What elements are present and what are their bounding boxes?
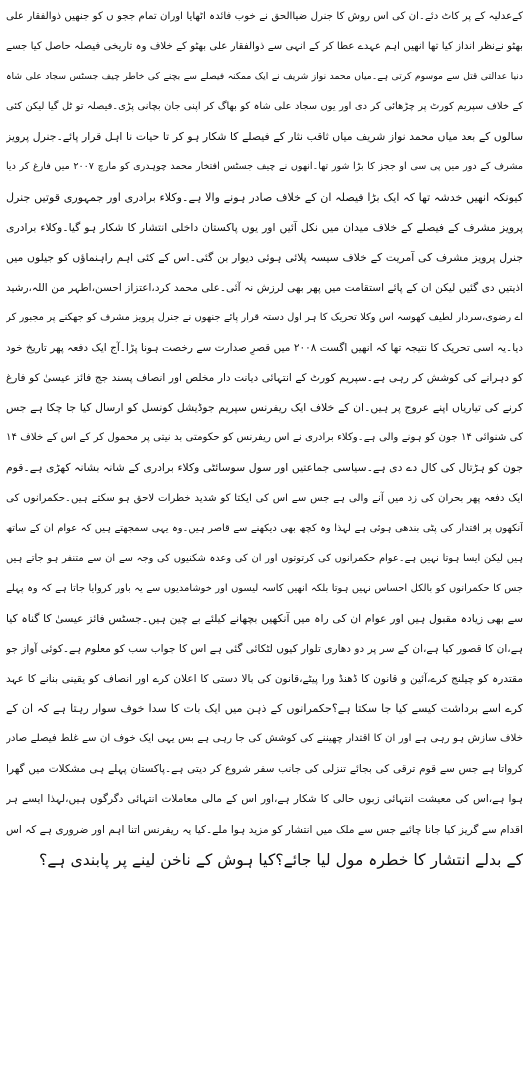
article-line: کےعدلیہ کے پر کاٹ دئے۔ان کی اس روش کا جنرل ضیاالحق نے خوب فائدہ اٹھایا اوران تمام ججو ں کو جنھیں ذوالفقار علی xyxy=(6,11,523,22)
article-line: ہیں لیکن ایسا ہوتا نہیں ہے۔عوام حکمرانوں کی کرتوتوں اور ان کی وعدہ شکنیوں کی وجہ سے ان سے متنفر ہو جاتے ہیں xyxy=(6,552,523,564)
article-line: خلاف سازش ہو رہی ہے اور ان کا اقتدار چھیننے کی کوشش کی جا رہی ہے بس یہی ایک خوف ان سے غلط فیصلے صادر xyxy=(6,733,523,745)
article-line-last: کے بدلے انتشار کا خطرہ مول لیا جائے؟کیا ہوش کے ناخن لینے پر پابندی ہے؟ xyxy=(39,850,523,869)
article-line: دیا۔یہ اسی تحریک کا نتیجہ تھا کہ انھیں اگست ۲۰۰۸ میں قصرِ صدارت سے رخصت ہونا پڑا۔آج ایک دفعہ پھر تاریخ خود xyxy=(6,342,523,355)
article-line: کی شنوائی ۱۴ جون کو ہونے والی ہے۔وکلاء برادری نے اس ریفرنس کو حکومتی بد نیتی پر محمول کر کے اس کے خلاف ۱۴ xyxy=(6,432,523,444)
article-line: کو دہرانے کی کوشش کر رہی ہے۔سپریم کورٹ کے انتہائی دیانت دار مخلص اور انصاف پسند جج فائز عیسیٰ کو فارغ xyxy=(6,372,523,385)
article-line: دنیا عدالتی قتل سے موسوم کرتی ہے۔میاں محمد نواز شریف نے ایک ممکنہ فیصلے سے بچنے کی خاطر چیف جسٹس سجاد علی شاہ xyxy=(6,71,523,83)
article-line: کیونکہ انھیں خدشہ تھا کہ ایک بڑا فیصلہ ان کے خلاف صادر ہونے والا ہے۔وکلاء برادری اور جمہوری قوتیں جنرل xyxy=(6,190,523,204)
article-line: جون کو ہڑتال کی کال دے دی ہے۔سیاسی جماعتیں اور سول سوسائٹی وکلاء برادری کے شانہ بشانہ کھڑی ہے۔قوم xyxy=(6,461,523,475)
article-line: کے خلاف سپریم کورٹ پر چڑھائی کر دی اور یوں سجاد علی شاہ کو بھاگ کر اپنی جان بچانی پڑی۔فیصلہ تو ٹل گیا لیکن کئی xyxy=(6,101,523,113)
article-line: پرویز مشرف کے فیصلے کے خلاف میدان میں نکل آئیں اور یوں پاکستان داخلی انتشار کا شکار ہو گیا۔وکلاء برادری xyxy=(6,220,523,234)
article-line: ہے،ان کا قصور کیا ہے،ان کے سر پر دو دھاری تلوار کیوں لٹکائی گئی ہے اس کا جواب سب کو معلوم ہے۔کوئی آواز جو xyxy=(6,642,523,655)
article-line: کرنے کی تیاریاں اپنے عروج پر ہیں۔ان کے خلاف ایک ریفرنس سپریم جوڈیشل کونسل کو ارسال کیا جا چکا ہے جس xyxy=(6,401,523,415)
article-line: مشرف کے دور میں پی سی او ججز کا بڑا شور تھا۔انھوں نے چیف جسٹس افتخار محمد چوہدری کو مارچ ۲۰۰۷ میں فارغ کر دیا xyxy=(6,161,523,173)
article-body xyxy=(6,2,523,875)
article-line: بھٹو نےنظر انداز کیا تھا انھیں اہم عہدے عطا کر کے انہی سے ذوالفقار علی بھٹو کے خلاف وہ تاریخی فیصلہ حاصل کیا جسے xyxy=(6,41,523,53)
article-line: کرواتا ہے جس سے قوم ترقی کی بجائے تنزلی کی جانب سفر شروع کر دیتی ہے۔پاکستان پہلے ہی مشکلات میں گھرا xyxy=(6,763,523,776)
article-line: جنرل پرویز مشرف کی آمریت کے خلاف سیسہ پلائی ہوئی دیوار بن گئی۔اس کے کئی اہم راہنماؤں کو جیلوں میں xyxy=(6,250,523,264)
article-line: جس کا حکمرانوں کو بالکل احساس نہیں ہوتا بلکہ انھیں کاسہ لیسوں اور خوشامدیوں سے یہ باور کروایا جاتا ہے کہ وہ پہلے xyxy=(6,582,523,594)
article-line: مقتدرہ کو چیلنج کرے،آئین و قانون کا ڈھنڈ ورا پیٹے،قانون کی بالا دستی کا اعلان کرے اور انصاف کو یقینی بنانے کا عہد xyxy=(6,673,523,686)
article-line: آنکھوں پر اقتدار کی پٹی بندھی ہوئی ہے لہذا وہ کچھ بھی دیکھنے سے قاصر ہیں۔وہ یہی سمجھتے ہیں کہ عوام ان کے ساتھ xyxy=(6,522,523,534)
article-line: اے رضوی،سردار لطیف کھوسہ اس وکلا تحریک کا ہر اول دستہ قرار پائے جنھوں نے جنرل پرویز مشرف کو جھکنے پر مجبور کر xyxy=(6,311,523,323)
article-line: ایک دفعہ پھر بحران کی زد میں آنے والی ہے جس سے اس کی ایکتا کو شدید خطرات لاحق ہو سکتے ہیں۔حکمرانوں کی xyxy=(6,492,523,504)
article-line: اقدام سے گریز کیا جانا چائیے جس سے ملک میں انتشار کو مزید ہوا ملے۔کیا یہ ریفرنس اتنا اہم اور ضروری ہے کہ اس xyxy=(6,823,523,836)
article-line: کرے اسے برداشت کیسے کیا جا سکتا ہے؟حکمرانوں کے ذہن میں ایک بات کا سدا خوف سوار رہتا ہے کہ ان کے xyxy=(6,702,523,716)
article-line: اذیتیں دی گئیں لیکن ان کے پائے استقامت میں پھر بھی لرزش نہ آئی۔علی محمد کرد،اعتزاز احسن،اطہر من اللہ،رشید xyxy=(6,281,523,294)
article-line: ہوا ہے،اس کی معیشت انتہائی زبوں حالی کا شکار ہے،اور اس کے مالی معاملات انتہائی دگرگوں ہیں،لہذا ایسے ہر xyxy=(6,793,523,806)
article-line: سالوں کے بعد میاں محمد نواز شریف میاں ثاقب نثار کے فیصلے کا شکار ہو کر تا حیات نا اہل قرار پائے۔جنرل پرویز xyxy=(6,130,523,144)
article-line: سے بھی زیادہ مقبول ہیں اور عوام ان کی راہ میں آنکھیں بچھانے کیلئے بے چین ہیں۔جسٹس فائز عیسیٰ کا گناہ کیا xyxy=(6,611,523,625)
